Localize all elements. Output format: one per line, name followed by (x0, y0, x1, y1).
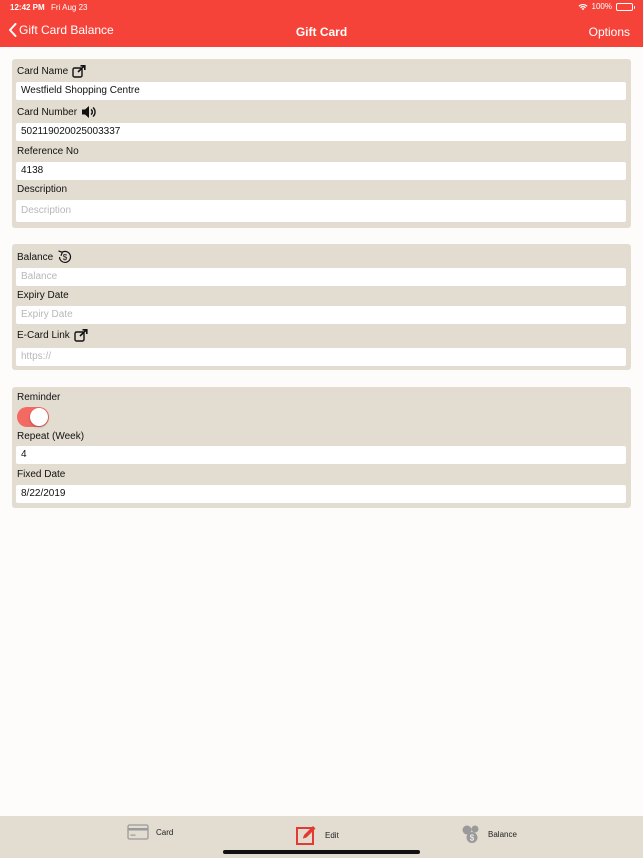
svg-text:$: $ (62, 253, 68, 262)
status-bar (0, 0, 643, 16)
tab-balance-label: Balance (488, 829, 517, 839)
fixed-date-row (17, 469, 65, 480)
balance-label: Balance (17, 251, 54, 263)
tab-card-label: Card (156, 827, 174, 837)
repeat-label: Repeat (Week) (17, 431, 85, 442)
external-link-icon[interactable] (74, 329, 88, 342)
coins-icon (461, 824, 481, 844)
reminder-label: Reminder (17, 392, 61, 403)
reference-field[interactable] (16, 162, 626, 180)
balance-field[interactable] (16, 268, 626, 286)
card-number-row (17, 105, 97, 119)
ecard-link-field[interactable] (16, 348, 626, 366)
ecard-row (17, 329, 88, 342)
fixed-date-label: Fixed Date (17, 469, 66, 480)
reminder-section (12, 387, 631, 508)
home-indicator (223, 850, 420, 854)
reminder-row (17, 392, 60, 403)
options-button[interactable]: Options (588, 25, 630, 39)
card-number-label: Card Number (17, 106, 78, 118)
tab-edit[interactable] (296, 824, 339, 846)
balance-row (17, 249, 73, 265)
battery-icon (616, 3, 633, 11)
expiry-field[interactable] (16, 306, 626, 324)
card-number-field[interactable] (16, 123, 626, 141)
reference-row (17, 146, 79, 157)
status-time: 12:42 PM (10, 3, 45, 12)
tab-edit-label: Edit (325, 830, 339, 840)
card-name-label: Card Name (17, 66, 69, 77)
edit-icon (296, 824, 318, 846)
card-name-field[interactable] (16, 82, 626, 100)
reference-label: Reference No (17, 146, 79, 157)
tab-bar (0, 816, 643, 858)
speaker-icon[interactable] (81, 105, 97, 119)
ecard-label: E-Card Link (17, 330, 70, 341)
repeat-field[interactable] (16, 446, 626, 464)
wifi-icon (578, 3, 588, 11)
status-date: Fri Aug 23 (51, 3, 88, 12)
toggle-knob (30, 408, 48, 426)
battery-percent: 100% (591, 2, 612, 11)
expiry-row (17, 290, 69, 301)
credit-card-icon (127, 824, 149, 840)
status-right (578, 2, 633, 11)
reminder-toggle[interactable] (17, 407, 49, 427)
expiry-label: Expiry Date (17, 290, 69, 301)
description-row (17, 184, 67, 195)
back-label: Gift Card Balance (19, 23, 114, 37)
card-name-row (17, 65, 86, 78)
description-label: Description (17, 184, 68, 195)
fixed-date-field[interactable] (16, 485, 626, 503)
card-details-section (12, 59, 631, 228)
refresh-balance-icon[interactable] (57, 249, 73, 265)
tab-balance[interactable] (461, 824, 517, 844)
page-title: Gift Card (295, 25, 348, 39)
external-link-icon[interactable] (72, 65, 86, 78)
description-field[interactable] (16, 200, 626, 222)
tab-card[interactable] (127, 824, 173, 840)
balance-section (12, 244, 631, 370)
svg-text:$: $ (469, 833, 475, 843)
navigation-bar (0, 0, 643, 47)
repeat-row (17, 431, 84, 442)
